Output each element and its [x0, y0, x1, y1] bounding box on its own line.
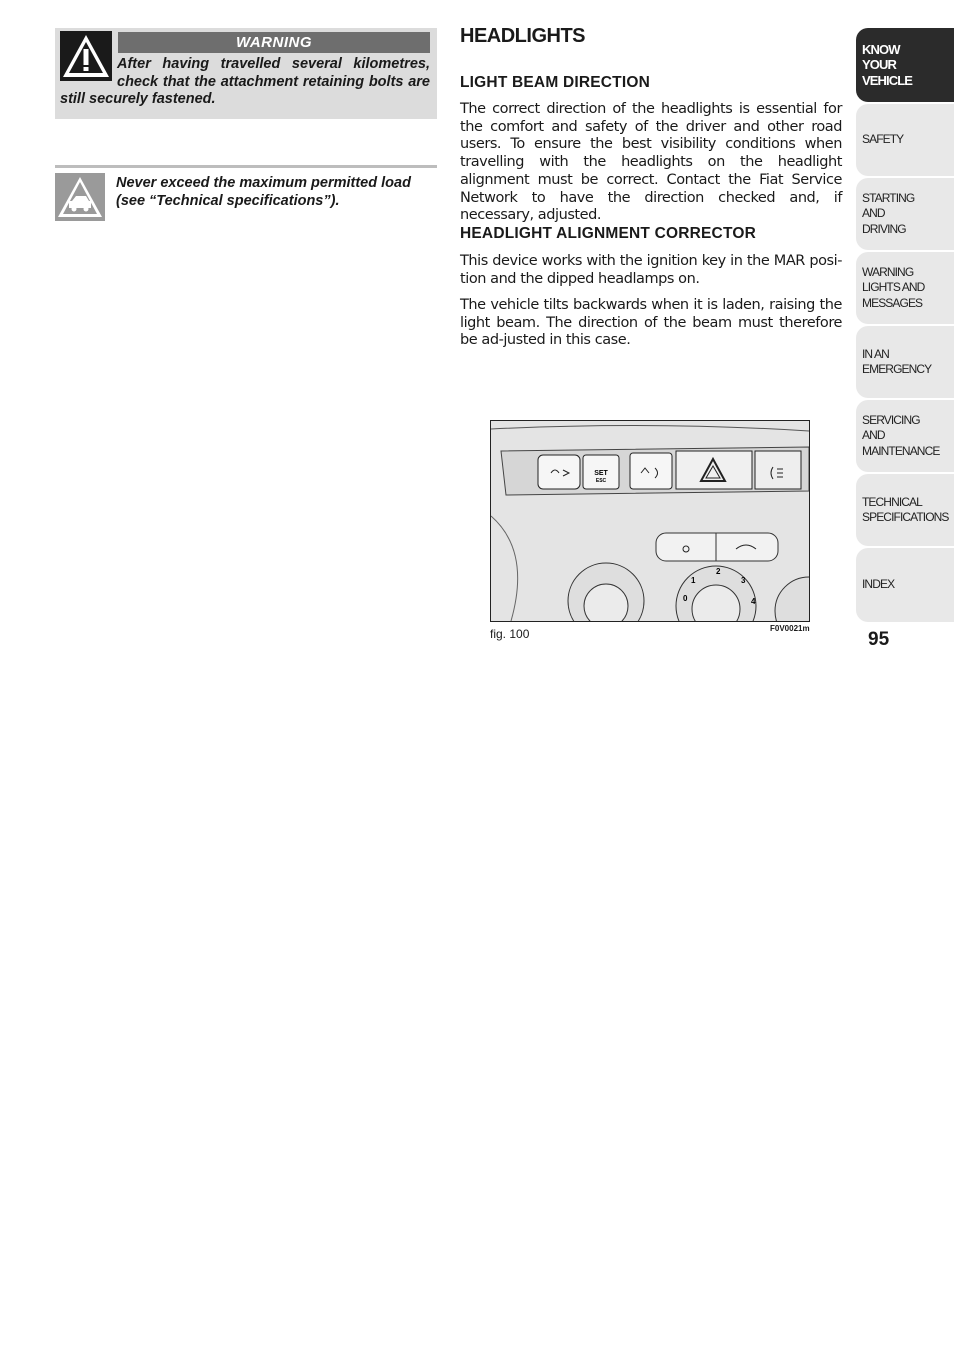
- tab-warning-lights-and-messages[interactable]: WARNING LIGHTS AND MESSAGES: [856, 252, 954, 324]
- tab-know-your-vehicle[interactable]: KNOW YOUR VEHICLE: [856, 28, 954, 102]
- corrector-text-2: The vehicle tilts backwards when it is laden, raising the light beam. The direction of the beam must therefore be ad-justed in this case.: [460, 297, 842, 349]
- dial-number-4: 4: [751, 597, 756, 606]
- corrector-text-1: This device works with the ignition key in the MAR posi-tion and the dipped headlamps on.: [460, 253, 842, 287]
- tab-index[interactable]: INDEX: [856, 548, 954, 622]
- dashboard-figure: [490, 420, 810, 622]
- tab-starting-and-driving[interactable]: STARTING AND DRIVING: [856, 178, 954, 250]
- overload-vehicle-icon: [55, 173, 105, 221]
- dial-number-3: 3: [741, 576, 746, 585]
- dial-number-0: 0: [683, 594, 688, 603]
- warning-text: After having travelled several kilometres, check that the attachment retaining bolts are still securely fastened.: [60, 56, 430, 107]
- esc-button-label: ESC: [595, 478, 607, 484]
- dial-number-2: 2: [716, 567, 721, 576]
- dial-number-1: 1: [691, 576, 696, 585]
- note-divider: [55, 165, 437, 168]
- subsection-title-corrector: HEADLIGHT ALIGNMENT CORRECTOR: [460, 225, 756, 242]
- section-title: HEADLIGHTS: [460, 25, 585, 47]
- warning-box: [55, 28, 437, 119]
- figure-code: F0V0021m: [770, 624, 810, 633]
- figure-caption: fig. 100: [490, 627, 530, 641]
- tab-technical-specifications[interactable]: TECHNICAL SPECIFICATIONS: [856, 474, 954, 546]
- subsection-title-beam: LIGHT BEAM DIRECTION: [460, 74, 650, 91]
- page-number: 95: [868, 629, 890, 650]
- load-note-text: Never exceed the maximum permitted load (see “Technical specifications”).: [116, 175, 411, 209]
- beam-direction-text: The correct direction of the headlights is essential for the comfort and safety of the driver and other road users. To ensure the best visibility conditions when travelling with the headlights on the headlight alignment must be correct. Contact the Fiat Service Network to have the direction checked and, if necessary, adjusted.: [460, 101, 842, 224]
- tab-in-an-emergency[interactable]: IN AN EMERGENCY: [856, 326, 954, 398]
- tab-safety[interactable]: SAFETY: [856, 104, 954, 176]
- set-button-label: SET: [594, 470, 608, 477]
- tab-servicing-and-maintenance[interactable]: SERVICING AND MAINTENANCE: [856, 400, 954, 472]
- warning-header: WARNING: [118, 32, 430, 53]
